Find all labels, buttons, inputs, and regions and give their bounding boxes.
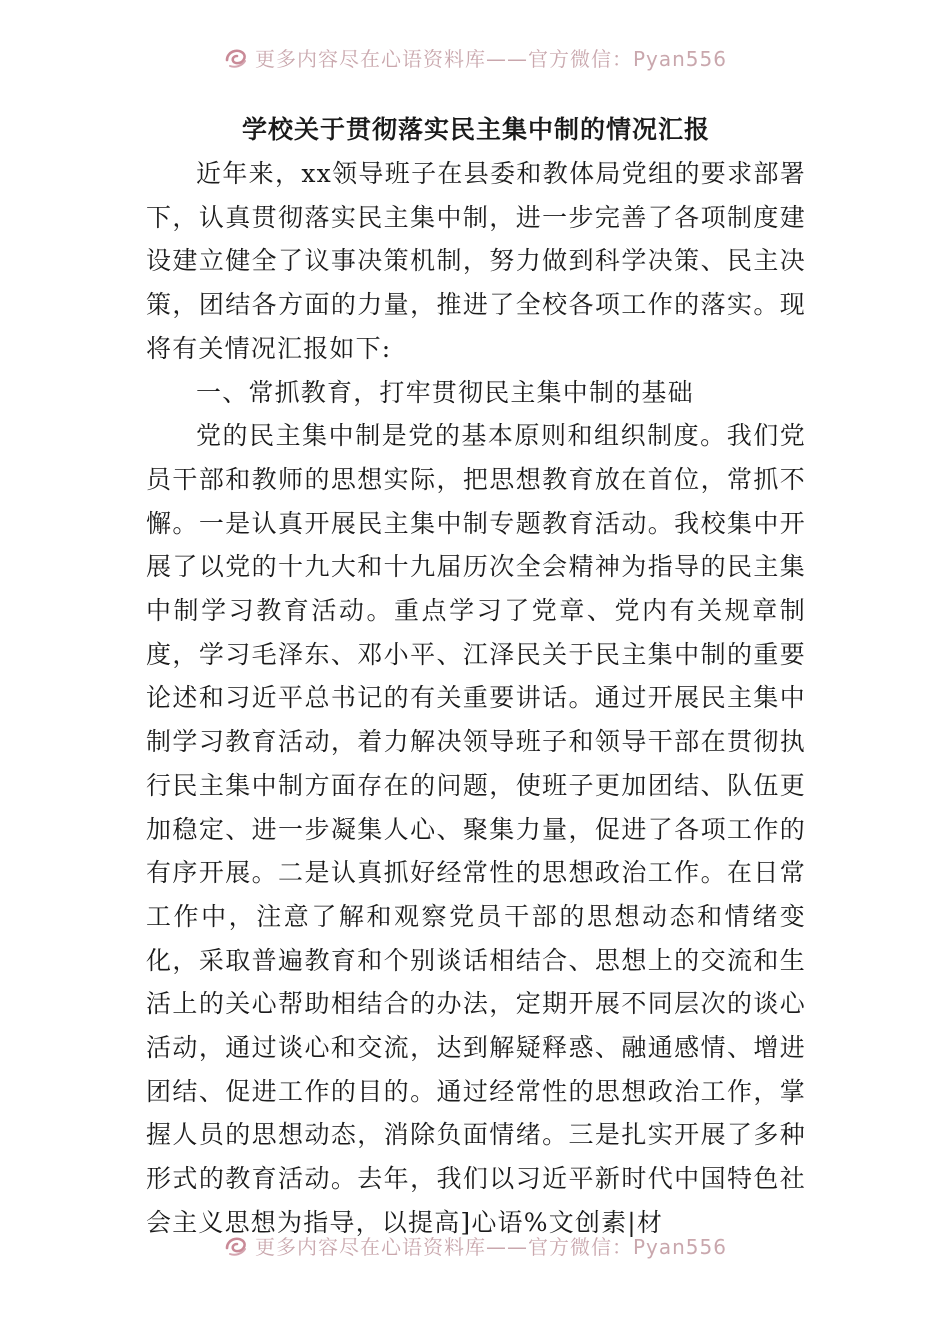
swirl-logo-icon: [223, 44, 249, 70]
document-title: 学校关于贯彻落实民主集中制的情况汇报: [241, 115, 710, 144]
watermark-text: 更多内容尽在心语资料库——官方微信：Pyan556: [254, 46, 727, 71]
section-paragraph: 党的民主集中制是党的基本原则和组织制度。我们党员干部和教师的思想实际，把思想教育放在首位，常抓不懈。一是认真开展民主集中制专题教育活动。我校集中开展了以党的十九大和十九届历次全会精神为指导的民主集中制学习教育活动。重点学习了党章、党内有关规章制度，学习毛泽东、邓小平、江泽民关于民主集中制的重要论述和习近平总书记的有关重要讲话。通过开展民主集中制学习教育活动，着力解决领导班子和领导干部在贯彻执行民主集中制方面存在的问题，使班子更加团结、队伍更加稳定、进一步凝集人心、聚集力量，促进了各项工作的有序开展。二是认真抓好经常性的思想政治工作。在日常工作中，注意了解和观察党员干部的思想动态和情绪变化，采取普遍教育和个别谈话相结合、思想上的交流和生活上的关心帮助相结合的办法，定期开展不同层次的谈心活动，通过谈心和交流，达到解疑释惑、融通感情、增进团结、促进工作的目的。通过经常性的思想政治工作，掌握人员的思想动态，消除负面情绪。三是扎实开展了多种形式的教育活动。去年，我们以习近平新时代中国特色社会主义思想为指导，以提高]心语%文创素|材: [146, 421, 806, 1237]
watermark-text: 更多内容尽在心语资料库——官方微信：Pyan556: [254, 1234, 727, 1259]
document-body: [146, 108, 806, 1245]
intro-paragraph: 近年来，xx领导班子在县委和教体局党组的要求部署下，认真贯彻落实民主集中制，进一步完善了各项制度建设建立健全了议事决策机制，努力做到科学决策、民主决策，团结各方面的力量，推进了全校各项工作的落实。现将有关情况汇报如下:: [146, 159, 806, 363]
swirl-logo-icon: [223, 1232, 249, 1258]
watermark-banner-top: [0, 40, 950, 74]
watermark-banner-bottom: [0, 1228, 950, 1262]
section-heading: 一、常抓教育，打牢贯彻民主集中制的基础: [196, 377, 694, 407]
